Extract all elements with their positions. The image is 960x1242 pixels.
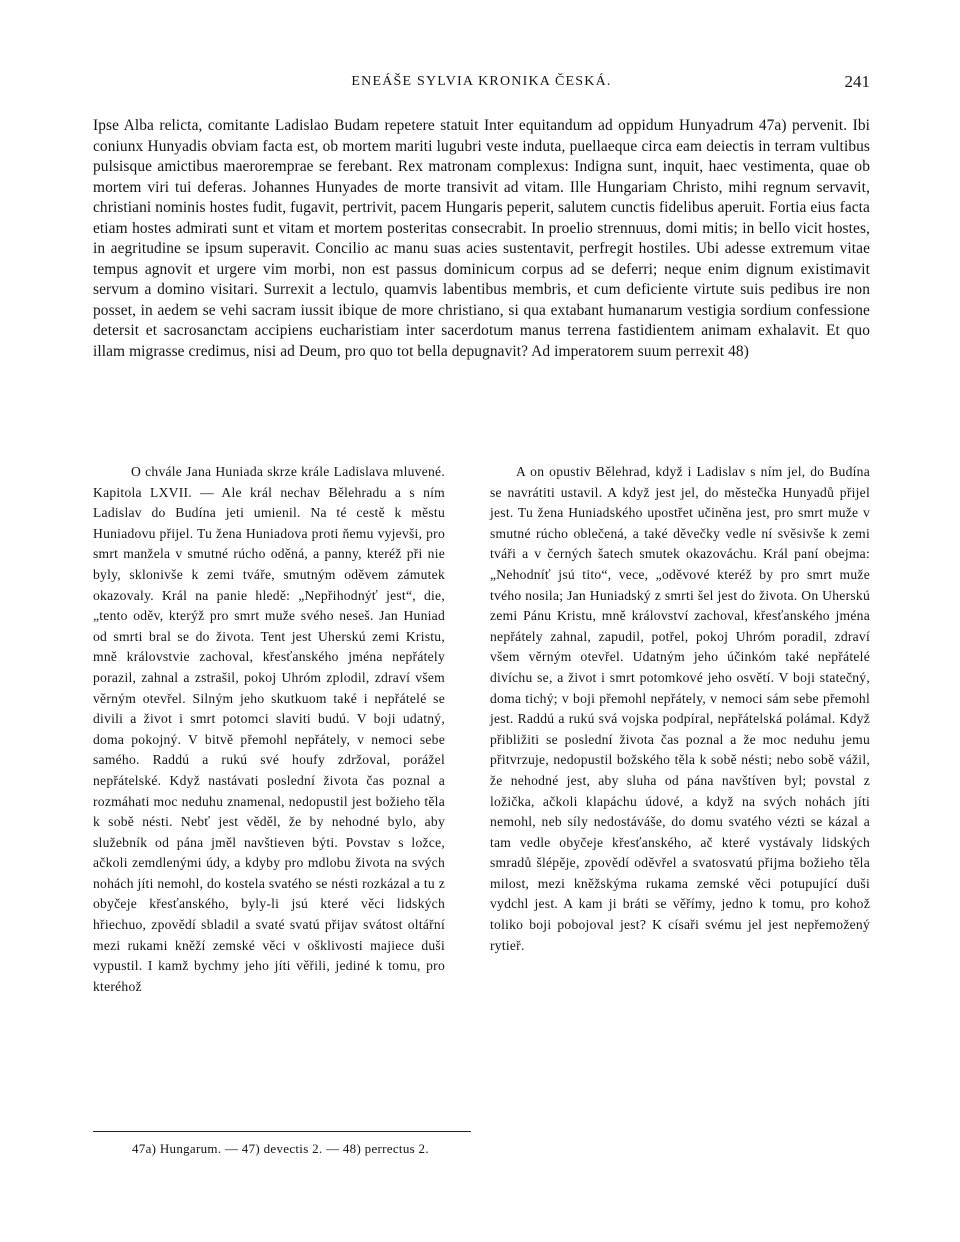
page-number: 241 xyxy=(844,72,870,91)
latin-paragraph: Ipse Alba relicta, comitante Ladislao Budam repetere statuit Inter equitandum ad oppidum Hunyadrum 47a) pervenit. Ibi coniunx Hunyadis obviam facta est, ob mortem mariti lugubri veste induta, puellaeque circa eam deiectis in terram vultibus pulsisque amictibus maeroremprae se ferebant. Rex matronam complexus: Indigna sunt, inquit, haec vestimenta, quae ob mortem viri tui deferas. Johannes Hunyades de morte transivit ad vitam. Ille Hungariam Christo, mihi regnum servavit, christiani nominis hostes fudit, fugavit, pertrivit, pacem Hungaris peperit, salutem cunctis fidelibus aperuit. Fortia eius facta etiam hostes admirati sunt et vitam et mortem posteritas consecrabit. In proelio strennuus, domi mitis; in bello vicit hostes, in aegritudine se ipsum superavit. Concilio ac manu suas acies sustentavit, perfregit hostiles. Ubi adesse extremum vitae tempus agnovit et urgere vim morbi, non est passus dominicum corpus ad se deferri; neque enim dignum existimavit servum a domino visitari. Surrexit a lectulo, quamvis labentibus membris, et cum deficiente virtute suis pedibus ire non posset, in aedem se vehi sacram iussit ibique de more christiano, si qua extabant humanarum vestigia sordium confessione detersit et sacrosanctam accipiens eucharistiam inter sacerdotum manus terrena fastidientem animam exhalavit. Et quo illam migrasse credimus, nisi ad Deum, pro quo tot bella depugnavit? Ad imperatorem suum perrexit 48) xyxy=(93,117,870,360)
czech-left-column: O chvále Jana Huniada skrze krále Ladislava mluvené. Kapitola LXVII. — Ale král nechav Bělehradu a s ním Ladislav do Budína jeti umienil. Na té cestě k městu Huniadovu přijel. Tu žena Huniadova proti ňemu vyjevši, pro smrt manžela v smutné rúcho oděná, a panny, kteréž při nie byly, sklonivše k zemi tváře, smutným oděvem zámutek okazovaly. Král na panie hledě: „Nepřihodnýť jest“, die, „tento oděv, kterýž pro smrt muže svého neseš. Jan Huniad od smrti bral se do života. Tent jest Uherskú zemi Kristu, mně královstvie zachoval, křesťanského jména nepřátely porazil, zahnal a zstrašil, pokoj Uhróm zplodil, zdraví všem věrným otevřel. Silným jeho skutkuom také i nepřátelé se divili a život i smrt potomci slaviti budú. V boji udatný, doma pokojný. V bitvě přemohl nepřátely, v nemoci sebe samého. Raddú a rukú své houfy zdržoval, porážel nepřátelské. Když nastávati poslední života čas poznal a rozmáhati moc neduhu znamenal, nedopustil jest božieho těla k sobě nésti. Nebť jest věděl, že by nehodné bylo, aby služebník od pána jměl navštieven býti. Povstav s ložce, ačkoli zemdlenými údy, a kdyby pro mdlobu života na svých nohách jíti nemohl, do kostela svatého se nésti rozkázal a tu z obyčeje křesťanského, byly-li jsú které věci lidských hřiechuo, zpovědí sbladil a svaté svatú přijav svátost oltářní mezi rukami kněží zemské věci v ošklivosti majiece duši vypustil. I kamž bychmy jeho jíti věřili, jediné k tomu, pro kteréhož xyxy=(93,464,445,994)
page-header xyxy=(93,74,870,98)
czech-right-column: A on opustiv Bělehrad, když i Ladislav s ním jel, do Budína se navrátiti ustavil. A když jest jel, do městečka Hunyadů přijel jest. Tu žena Huniadského upostřet učiněna jest, pro smrt muže v smutné rúcho oblečená, a také děvečky vedle ní svěsivše k zemi tváři a v černých šatech smutek okazováchu. Král paní obejma: „Nehodníť jsú tito“, vece, „oděvové kteréž by pro smrt muže tvého nosila; Jan Huniadský z smrti šel jest do života. On Uherskú zemi Pánu Kristu, mně království zachoval, křesťanského jména nepřátely zahnal, zapudil, potřel, pokoj Uhróm poradil, zdraví všem věrným otevřel. Udatným jeho účinkóm také nepřátelé divíchu se, a život i smrt potomkové jeho osvětí. V boji statečný, doma tichý; v boji přemohl nepřátely, v nemoci sám sebe přemohl jest. Raddú a rukú svá vojska podpíral, nepřátelská polámal. Když přibližiti se poslední života čas poznal a že moc neduhu jemu přitvrzuje, nedopustil božského těla k sobě nésti; nebo sobě vážil, že nehodné jest, aby sluha od pána navštíven byl; povstal z ložička, ačkoli klapáchu údové, a když na svých nohách jíti nemohl, neb síly nedostáváše, do domu svatého vézti se kázal a tam vedle obyčeje křesťanského, ač které vystávaly lidských smradů šlépěje, zpovědí oděvřel a svatosvatú přijma božieho těla milost, mezi kněžskýma rukama zemské věci potupující duši vydchl jest. A kam ji bráti se věřímy, jedno k tomu, pro kohož toliko boji pobojoval jest? K císaři svému jel jest nepřemožený rytieř. xyxy=(490,464,870,953)
footnote-rule xyxy=(93,1131,471,1132)
running-head: ENEÁŠE SYLVIA KRONIKA ČESKÁ. xyxy=(351,74,612,89)
footnotes: 47a) Hungarum. — 47) devectis 2. — 48) perrectus 2. xyxy=(132,1141,429,1156)
